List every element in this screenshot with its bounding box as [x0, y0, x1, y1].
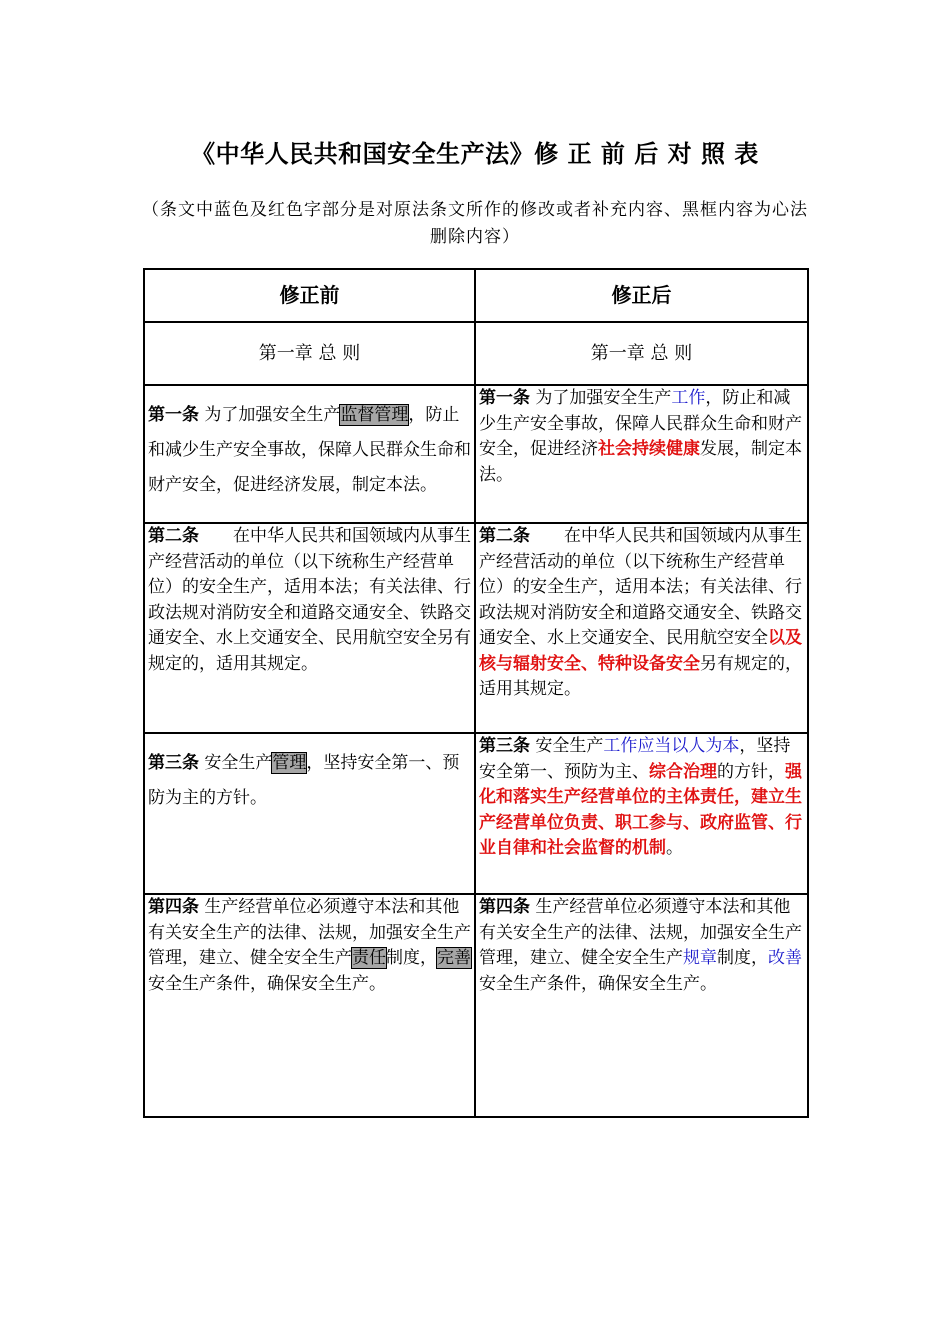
article-text: 发展，制定本法。 — [479, 439, 802, 485]
added-text: 社会持续健康 — [598, 439, 700, 459]
article-text: 制度， — [717, 948, 768, 968]
article-text: 在中华人民共和国领域内从事生产经营活动的单位（以下统称生产经营单位）的安全生产，适用本法；有关法律、行政法规对消防安全和道路交通安全、铁路交通安全、水上交通安全、民用航空安全另有规定的，适用其规定。 — [148, 526, 471, 674]
deleted-text: 完善 — [437, 948, 471, 968]
article-number: 第二条 — [479, 526, 530, 546]
article-text: 另有规定的，适用其规定。 — [479, 653, 802, 699]
article-text: ，防止和减少生产安全事故，保障人民群众生命和财产安全，促进经济 — [479, 388, 802, 459]
article-text: 制度， — [386, 948, 437, 968]
comparison-table — [143, 268, 809, 1118]
chapter-before: 第一章 总 则 — [144, 322, 475, 385]
header-row — [144, 269, 808, 322]
article-3-after — [475, 733, 808, 894]
table-row — [144, 385, 808, 523]
document-title: 《中华人民共和国安全生产法》修 正 前 后 对 照 表 — [191, 140, 759, 168]
article-number: 第四条 — [479, 897, 530, 917]
modified-text: 改善 — [768, 948, 802, 968]
article-text: ，坚持安全第一、预防为主的方针。 — [148, 753, 460, 808]
article-1-before — [144, 385, 475, 523]
article-number: 第一条 — [479, 388, 530, 408]
deleted-text: 责任 — [352, 948, 386, 968]
table-row — [144, 733, 808, 894]
article-1-after — [475, 385, 808, 523]
article-number: 第三条 — [148, 753, 199, 773]
article-text: 生产经营单位必须遵守本法和其他有关安全生产的法律、法规，加强安全生产管理，建立、健全安全生产 — [148, 897, 471, 968]
article-text: 安全生产 — [199, 753, 273, 773]
modified-text: 工作 — [671, 388, 706, 408]
document-note: （条文中蓝色及红色字部分是对原法条文所作的修改或者补充内容、黑框内容为心法删除内容） — [142, 200, 808, 247]
article-3-before — [144, 733, 475, 894]
article-text: 在中华人民共和国领域内从事生产经营活动的单位（以下统称生产经营单位）的安全生产，适用本法；有关法律、行政法规对消防安全和道路交通安全、铁路交通安全、水上交通安全、民用航空安全 — [479, 526, 802, 648]
article-number: 第四条 — [148, 897, 199, 917]
article-text: 安全生产 — [530, 736, 604, 756]
article-text: ，坚持安全第一、预防为主、 — [479, 736, 791, 782]
deleted-text: 监督管理 — [340, 405, 409, 425]
header-after: 修正后 — [475, 269, 808, 322]
article-4-before — [144, 894, 475, 1117]
article-text: 。 — [666, 838, 683, 858]
header-before: 修正前 — [144, 269, 475, 322]
chapter-row — [144, 322, 808, 385]
modified-text: 工作应当以人为本 — [603, 736, 740, 756]
added-text: 综合治理 — [649, 761, 717, 782]
article-number: 第二条 — [148, 526, 199, 546]
article-number: 第一条 — [148, 405, 199, 425]
article-number: 第三条 — [479, 736, 530, 756]
modified-text: 规章 — [683, 948, 717, 968]
chapter-after: 第一章 总 则 — [475, 322, 808, 385]
article-4-after — [475, 894, 808, 1117]
deleted-text: 管理 — [272, 753, 307, 773]
added-text: 强化和落实生产经营单位的主体责任，建立生产经营单位负责、职工参与、政府监管、行业自律和社会监督的机制 — [479, 761, 802, 858]
added-text: 以及核与辐射安全、特种设备安全 — [479, 628, 802, 674]
article-text: 安全生产条件，确保安全生产。 — [479, 973, 717, 994]
article-text: 生产经营单位必须遵守本法和其他有关安全生产的法律、法规，加强安全生产管理，建立、健全安全生产 — [479, 897, 802, 968]
article-text: ，防止和减少生产安全事故，保障人民群众生命和财产安全，促进经济发展，制定本法。 — [148, 405, 471, 495]
article-text: 为了加强安全生产 — [199, 405, 341, 425]
article-text: 安全生产条件，确保安全生产。 — [148, 973, 386, 994]
table-row — [144, 894, 808, 1117]
article-2-before — [144, 523, 475, 733]
article-text: 的方针， — [717, 761, 785, 782]
article-text: 为了加强安全生产 — [530, 388, 672, 408]
article-2-after — [475, 523, 808, 733]
table-row — [144, 523, 808, 733]
